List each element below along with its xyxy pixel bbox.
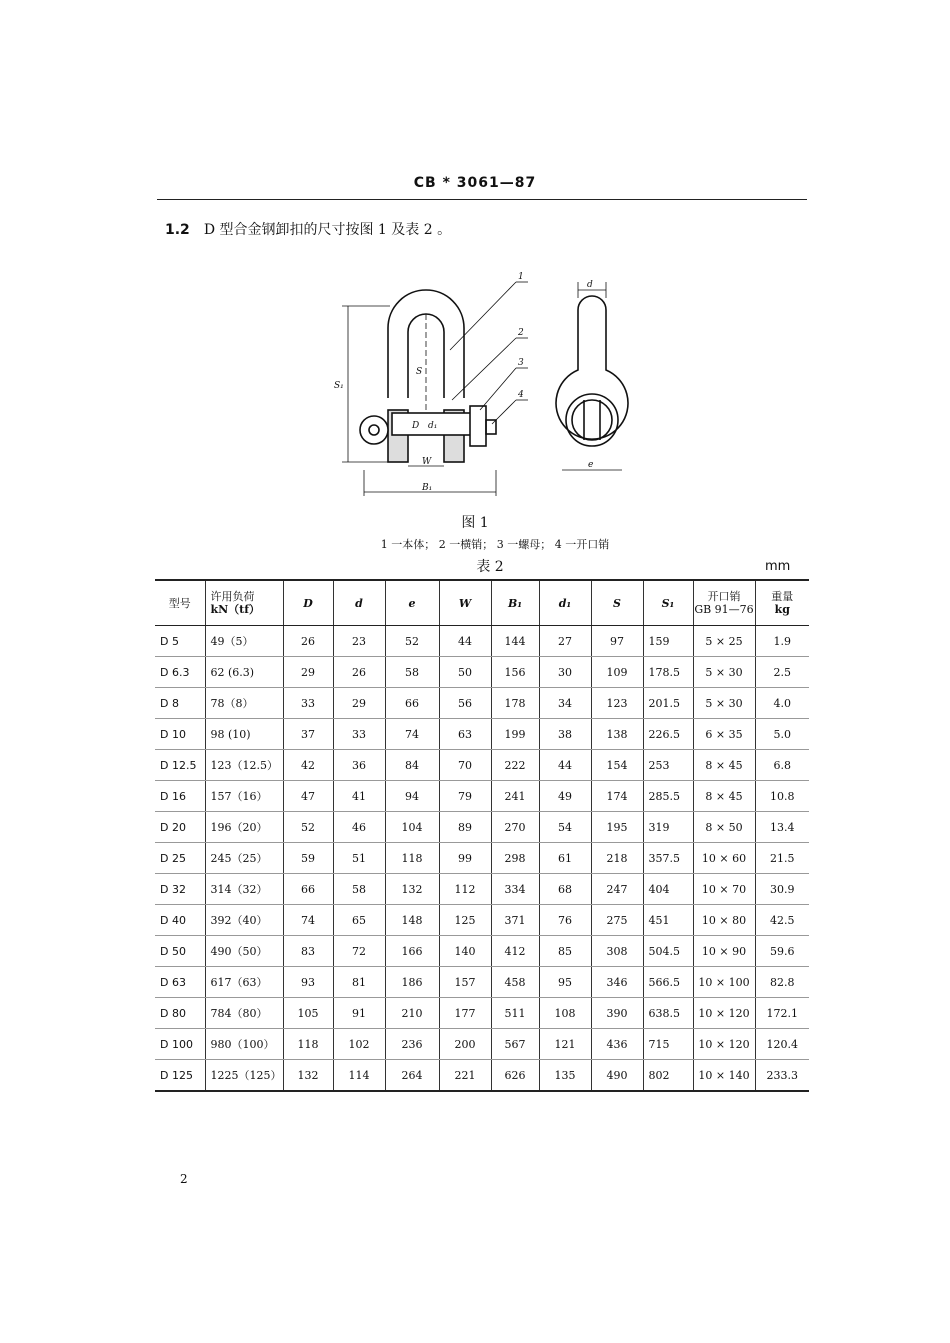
table-cell: 392（40）: [205, 905, 283, 936]
table-cell: 566.5: [643, 967, 693, 998]
table-cell: 38: [539, 719, 591, 750]
table-cell: 567: [491, 1029, 539, 1060]
table-cell: 70: [439, 750, 491, 781]
table-cell: 177: [439, 998, 491, 1029]
col-d: d: [333, 580, 385, 626]
table-cell: 285.5: [643, 781, 693, 812]
col-model: 型号: [155, 580, 205, 626]
table-header-row: [155, 580, 809, 626]
col-S1: S₁: [643, 580, 693, 626]
table-caption: 表 2: [476, 559, 504, 575]
table-unit: mm: [765, 559, 791, 574]
section-number: 1.2: [165, 222, 190, 238]
table-cell: D 50: [155, 936, 205, 967]
table-cell: 458: [491, 967, 539, 998]
table-cell: 10 × 80: [693, 905, 755, 936]
table-cell: 178.5: [643, 657, 693, 688]
table-cell: 84: [385, 750, 439, 781]
table-cell: 51: [333, 843, 385, 874]
table-cell: 490（50）: [205, 936, 283, 967]
page-number: 2: [180, 1172, 188, 1186]
table-cell: 275: [591, 905, 643, 936]
table-cell: 108: [539, 998, 591, 1029]
table-cell: 33: [333, 719, 385, 750]
table-cell: 125: [439, 905, 491, 936]
table-cell: 34: [539, 688, 591, 719]
table-cell: 178: [491, 688, 539, 719]
table-cell: 30.9: [755, 874, 809, 905]
table-cell: 76: [539, 905, 591, 936]
callout-4: 4: [518, 390, 524, 400]
table-cell: 50: [439, 657, 491, 688]
table-cell: 247: [591, 874, 643, 905]
table-cell: 157（16）: [205, 781, 283, 812]
table-cell: 66: [283, 874, 333, 905]
table-cell: 36: [333, 750, 385, 781]
table-cell: 4.0: [755, 688, 809, 719]
callout-3: 3: [518, 358, 524, 368]
table-cell: 2.5: [755, 657, 809, 688]
table-cell: 511: [491, 998, 539, 1029]
table-cell: 85: [539, 936, 591, 967]
table-cell: 802: [643, 1060, 693, 1092]
table-cell: 109: [591, 657, 643, 688]
table-cell: 10 × 120: [693, 1029, 755, 1060]
table-cell: 201.5: [643, 688, 693, 719]
table-cell: 123（12.5）: [205, 750, 283, 781]
table-cell: D 16: [155, 781, 205, 812]
table-cell: 241: [491, 781, 539, 812]
table-cell: 199: [491, 719, 539, 750]
table-cell: 132: [385, 874, 439, 905]
table-cell: 83: [283, 936, 333, 967]
table-cell: D 12.5: [155, 750, 205, 781]
table-cell: 29: [283, 657, 333, 688]
dim-d: d: [587, 280, 593, 290]
table-cell: 91: [333, 998, 385, 1029]
table-cell: D 32: [155, 874, 205, 905]
table-row: [155, 719, 809, 750]
dim-d-upper: D: [412, 421, 420, 431]
dim-b1: B₁: [422, 483, 433, 493]
table-cell: 97: [591, 626, 643, 657]
table-cell: 218: [591, 843, 643, 874]
table-row: [155, 750, 809, 781]
dim-d1: d₁: [428, 421, 438, 431]
table-cell: 99: [439, 843, 491, 874]
table-cell: 56: [439, 688, 491, 719]
table-cell: 245（25）: [205, 843, 283, 874]
table-cell: 314（32）: [205, 874, 283, 905]
table-cell: 6 × 35: [693, 719, 755, 750]
table-cell: 226.5: [643, 719, 693, 750]
table-cell: 196（20）: [205, 812, 283, 843]
table-cell: 166: [385, 936, 439, 967]
table-cell: 8 × 45: [693, 781, 755, 812]
table-cell: D 80: [155, 998, 205, 1029]
table-cell: D 63: [155, 967, 205, 998]
table-cell: 95: [539, 967, 591, 998]
table-cell: 58: [385, 657, 439, 688]
table-row: [155, 812, 809, 843]
table-cell: 78（8）: [205, 688, 283, 719]
table-row: [155, 781, 809, 812]
table-cell: 159: [643, 626, 693, 657]
table-row: [155, 657, 809, 688]
table-cell: 357.5: [643, 843, 693, 874]
table-cell: 490: [591, 1060, 643, 1092]
table-cell: 41: [333, 781, 385, 812]
table-cell: 5 × 30: [693, 688, 755, 719]
table-cell: 74: [283, 905, 333, 936]
dimension-table: [155, 579, 809, 1092]
table-cell: 5.0: [755, 719, 809, 750]
col-weight: 重量 kg: [755, 580, 809, 626]
table-cell: 148: [385, 905, 439, 936]
table-cell: 270: [491, 812, 539, 843]
table-row: [155, 936, 809, 967]
table-cell: 412: [491, 936, 539, 967]
table-cell: 233.3: [755, 1060, 809, 1092]
table-cell: 174: [591, 781, 643, 812]
table-cell: 27: [539, 626, 591, 657]
table-cell: 49（5）: [205, 626, 283, 657]
table-cell: D 125: [155, 1060, 205, 1092]
table-cell: 30: [539, 657, 591, 688]
table-cell: D 20: [155, 812, 205, 843]
table-cell: 195: [591, 812, 643, 843]
table-cell: 44: [539, 750, 591, 781]
table-cell: 210: [385, 998, 439, 1029]
table-cell: D 25: [155, 843, 205, 874]
table-cell: 346: [591, 967, 643, 998]
table-cell: 784（80）: [205, 998, 283, 1029]
table-cell: 105: [283, 998, 333, 1029]
table-cell: 65: [333, 905, 385, 936]
table-cell: 13.4: [755, 812, 809, 843]
dim-s1: S₁: [334, 381, 344, 391]
col-B1: B₁: [491, 580, 539, 626]
table-cell: 61: [539, 843, 591, 874]
table-cell: D 40: [155, 905, 205, 936]
table-cell: 10 × 100: [693, 967, 755, 998]
table-cell: 94: [385, 781, 439, 812]
table-cell: 334: [491, 874, 539, 905]
table-cell: 42: [283, 750, 333, 781]
table-row: [155, 1060, 809, 1092]
table-cell: 10.8: [755, 781, 809, 812]
table-cell: 140: [439, 936, 491, 967]
table-cell: 123: [591, 688, 643, 719]
table-cell: 222: [491, 750, 539, 781]
table-cell: 436: [591, 1029, 643, 1060]
table-cell: 404: [643, 874, 693, 905]
table-cell: 6.8: [755, 750, 809, 781]
table-cell: 93: [283, 967, 333, 998]
table-cell: 89: [439, 812, 491, 843]
table-cell: 10 × 60: [693, 843, 755, 874]
table-cell: 68: [539, 874, 591, 905]
table-cell: 23: [333, 626, 385, 657]
table-cell: 138: [591, 719, 643, 750]
header-rule: [157, 199, 807, 200]
table-cell: 21.5: [755, 843, 809, 874]
table-cell: 49: [539, 781, 591, 812]
table-cell: 236: [385, 1029, 439, 1060]
figure-legend: 1 一本体； 2 一横销； 3 一螺母； 4 一开口销: [380, 538, 610, 551]
table-cell: 118: [385, 843, 439, 874]
col-load: 许用负荷 kN（tf）: [205, 580, 283, 626]
table-cell: 308: [591, 936, 643, 967]
col-D: D: [283, 580, 333, 626]
table-cell: 5 × 25: [693, 626, 755, 657]
table-cell: 72: [333, 936, 385, 967]
table-cell: 52: [385, 626, 439, 657]
table-cell: D 100: [155, 1029, 205, 1060]
table-row: [155, 905, 809, 936]
nut: [470, 406, 486, 446]
table-cell: 715: [643, 1029, 693, 1060]
table-cell: 63: [439, 719, 491, 750]
table-row: [155, 967, 809, 998]
dim-e: e: [588, 460, 594, 470]
table-cell: 114: [333, 1060, 385, 1092]
dim-w: W: [422, 457, 432, 467]
table-row: [155, 998, 809, 1029]
table-cell: 298: [491, 843, 539, 874]
callout-1: 1: [518, 272, 524, 282]
table-cell: 132: [283, 1060, 333, 1092]
table-cell: 638.5: [643, 998, 693, 1029]
table-cell: 186: [385, 967, 439, 998]
table-cell: 118: [283, 1029, 333, 1060]
table-cell: 26: [333, 657, 385, 688]
col-W: W: [439, 580, 491, 626]
table-cell: 59: [283, 843, 333, 874]
col-d1: d₁: [539, 580, 591, 626]
table-cell: 221: [439, 1060, 491, 1092]
table-cell: 253: [643, 750, 693, 781]
table-row: [155, 688, 809, 719]
table-cell: 47: [283, 781, 333, 812]
table-cell: 33: [283, 688, 333, 719]
col-e: e: [385, 580, 439, 626]
table-cell: 144: [491, 626, 539, 657]
table-cell: 54: [539, 812, 591, 843]
table-cell: 104: [385, 812, 439, 843]
table-row: [155, 626, 809, 657]
table-cell: 52: [283, 812, 333, 843]
table-cell: 121: [539, 1029, 591, 1060]
table-cell: 62 (6.3): [205, 657, 283, 688]
table-cell: 44: [439, 626, 491, 657]
table-cell: 46: [333, 812, 385, 843]
table-cell: 58: [333, 874, 385, 905]
table-cell: 102: [333, 1029, 385, 1060]
table-cell: 82.8: [755, 967, 809, 998]
table-cell: 319: [643, 812, 693, 843]
table-cell: 112: [439, 874, 491, 905]
table-cell: 120.4: [755, 1029, 809, 1060]
table-cell: 26: [283, 626, 333, 657]
side-view-eye-outer: [566, 394, 618, 446]
table-cell: 98 (10): [205, 719, 283, 750]
table-cell: 81: [333, 967, 385, 998]
table-row: [155, 874, 809, 905]
table-cell: 617（63）: [205, 967, 283, 998]
table-cell: 10 × 120: [693, 998, 755, 1029]
table-cell: 451: [643, 905, 693, 936]
table-cell: 66: [385, 688, 439, 719]
table-cell: D 8: [155, 688, 205, 719]
table-cell: D 10: [155, 719, 205, 750]
table-cell: 135: [539, 1060, 591, 1092]
table-cell: 10 × 70: [693, 874, 755, 905]
table-cell: 42.5: [755, 905, 809, 936]
table-cell: 79: [439, 781, 491, 812]
side-view-eye-inner: [572, 400, 612, 440]
dim-s: S: [416, 367, 423, 377]
table-cell: 154: [591, 750, 643, 781]
table-cell: 59.6: [755, 936, 809, 967]
table-cell: 504.5: [643, 936, 693, 967]
col-S: S: [591, 580, 643, 626]
table-cell: 200: [439, 1029, 491, 1060]
cotter-pin: [486, 420, 496, 434]
section-text: D 型合金钢卸扣的尺寸按图 1 及表 2 。: [203, 222, 452, 238]
table-cell: 8 × 45: [693, 750, 755, 781]
table-cell: 1225（125）: [205, 1060, 283, 1092]
table-cell: 74: [385, 719, 439, 750]
table-cell: 172.1: [755, 998, 809, 1029]
table-cell: 1.9: [755, 626, 809, 657]
table-cell: D 6.3: [155, 657, 205, 688]
document-header: CB * 3061—87: [413, 175, 537, 191]
shackle-drawing: [330, 270, 640, 510]
table-cell: 8 × 50: [693, 812, 755, 843]
table-cell: 156: [491, 657, 539, 688]
table-cell: 10 × 140: [693, 1060, 755, 1092]
callout-2: 2: [518, 328, 524, 338]
table-cell: 10 × 90: [693, 936, 755, 967]
table-row: [155, 1029, 809, 1060]
table-cell: 371: [491, 905, 539, 936]
table-cell: D 5: [155, 626, 205, 657]
table-cell: 37: [283, 719, 333, 750]
pin-head: [360, 416, 388, 444]
table-cell: 264: [385, 1060, 439, 1092]
table-cell: 626: [491, 1060, 539, 1092]
table-row: [155, 843, 809, 874]
table-cell: 980（100）: [205, 1029, 283, 1060]
section-heading: [165, 219, 451, 239]
table-cell: 390: [591, 998, 643, 1029]
col-cotter-pin: 开口销 GB 91—76: [693, 580, 755, 626]
table-cell: 29: [333, 688, 385, 719]
table-cell: 157: [439, 967, 491, 998]
figure-caption: 图 1: [461, 515, 489, 531]
table-cell: 5 × 30: [693, 657, 755, 688]
